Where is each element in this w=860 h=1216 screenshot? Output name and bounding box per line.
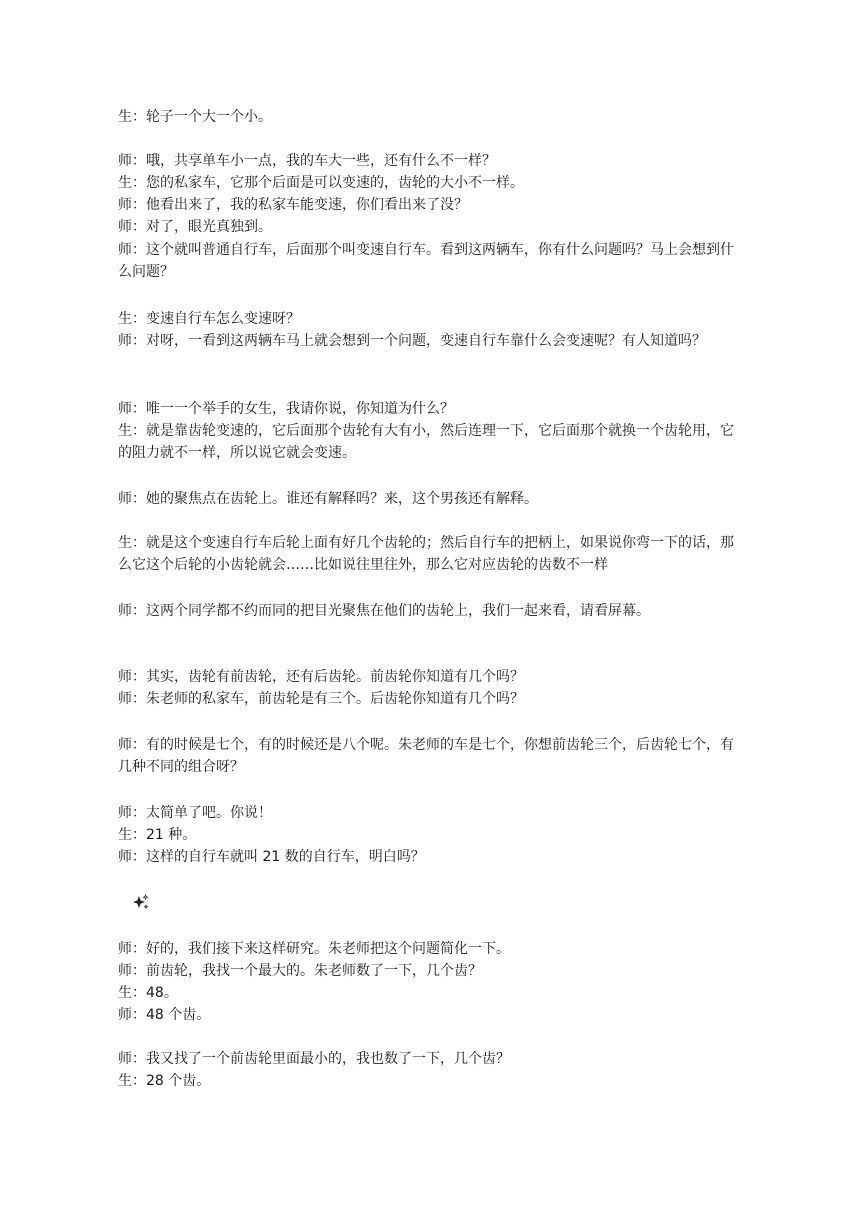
transcript-line: 生：您的私家车，它那个后面是可以变速的，齿轮的大小不一样。 [118, 175, 524, 191]
transcript-line: 师：这两个同学都不约而同的把目光聚焦在他们的齿轮上，我们一起来看，请看屏幕。 [118, 603, 650, 619]
transcript-line: 师：其实，齿轮有前齿轮，还有后齿轮。前齿轮你知道有几个吗？ [118, 669, 524, 685]
transcript-line: 师：唯一一个举手的女生，我请你说，你知道为什么？ [118, 401, 454, 417]
transcript-line: 师：他看出来了，我的私家车能变速，你们看出来了没？ [118, 197, 468, 213]
transcript-line: 师：朱老师的私家车，前齿轮是有三个。后齿轮你知道有几个吗？ [118, 691, 524, 707]
sparkle-icon [132, 894, 150, 912]
transcript-line: 生：21 种。 [118, 827, 197, 843]
transcript-line: 师：对呀，一看到这两辆车马上就会想到一个问题，变速自行车靠什么会变速呢？有人知道吗？ [118, 333, 706, 349]
transcript-line: 师：48 个齿。 [118, 1007, 211, 1023]
transcript-line: 师：前齿轮，我找一个最大的。朱老师数了一下，几个齿？ [118, 963, 482, 979]
transcript-line: 生：就是靠齿轮变速的，它后面那个齿轮有大有小，然后连理一下，它后面那个就换一个齿轮用，它的阻力就不一样，所以说它就会变速。 [118, 423, 734, 461]
transcript-line: 师：太简单了吧。你说！ [118, 805, 272, 821]
transcript-line: 师：有的时候是七个，有的时候还是八个呢。朱老师的车是七个，你想前齿轮三个，后齿轮七个，有几种不同的组合呀？ [118, 737, 734, 775]
transcript-line: 生：28 个齿。 [118, 1073, 211, 1089]
transcript-line: 师：她的聚焦点在齿轮上。谁还有解释吗？来，这个男孩还有解释。 [118, 491, 538, 507]
transcript-line: 师：这样的自行车就叫 21 数的自行车，明白吗？ [118, 849, 425, 865]
transcript-line: 生：就是这个变速自行车后轮上面有好几个齿轮的；然后自行车的把柄上，如果说你弯一下的话，那么它这个后轮的小齿轮就会……比如说往里往外，那么它对应齿轮的齿数不一样 [118, 535, 734, 573]
transcript-line: 师：这个就叫普通自行车，后面那个叫变速自行车。看到这两辆车，你有什么问题吗？马上会想到什么问题？ [118, 242, 734, 280]
transcript-line: 师：我又找了一个前齿轮里面最小的，我也数了一下，几个齿？ [118, 1051, 510, 1067]
transcript-line: 生：变速自行车怎么变速呀？ [118, 311, 300, 327]
transcript-line: 生：48。 [118, 985, 178, 1001]
transcript-line: 师：对了，眼光真独到。 [118, 219, 272, 235]
transcript-line: 生：轮子一个大一个小。 [118, 109, 272, 125]
transcript-line: 师：好的，我们接下来这样研究。朱老师把这个问题简化一下。 [118, 941, 510, 957]
transcript-line: 师：哦，共享单车小一点，我的车大一些，还有什么不一样？ [118, 153, 496, 169]
